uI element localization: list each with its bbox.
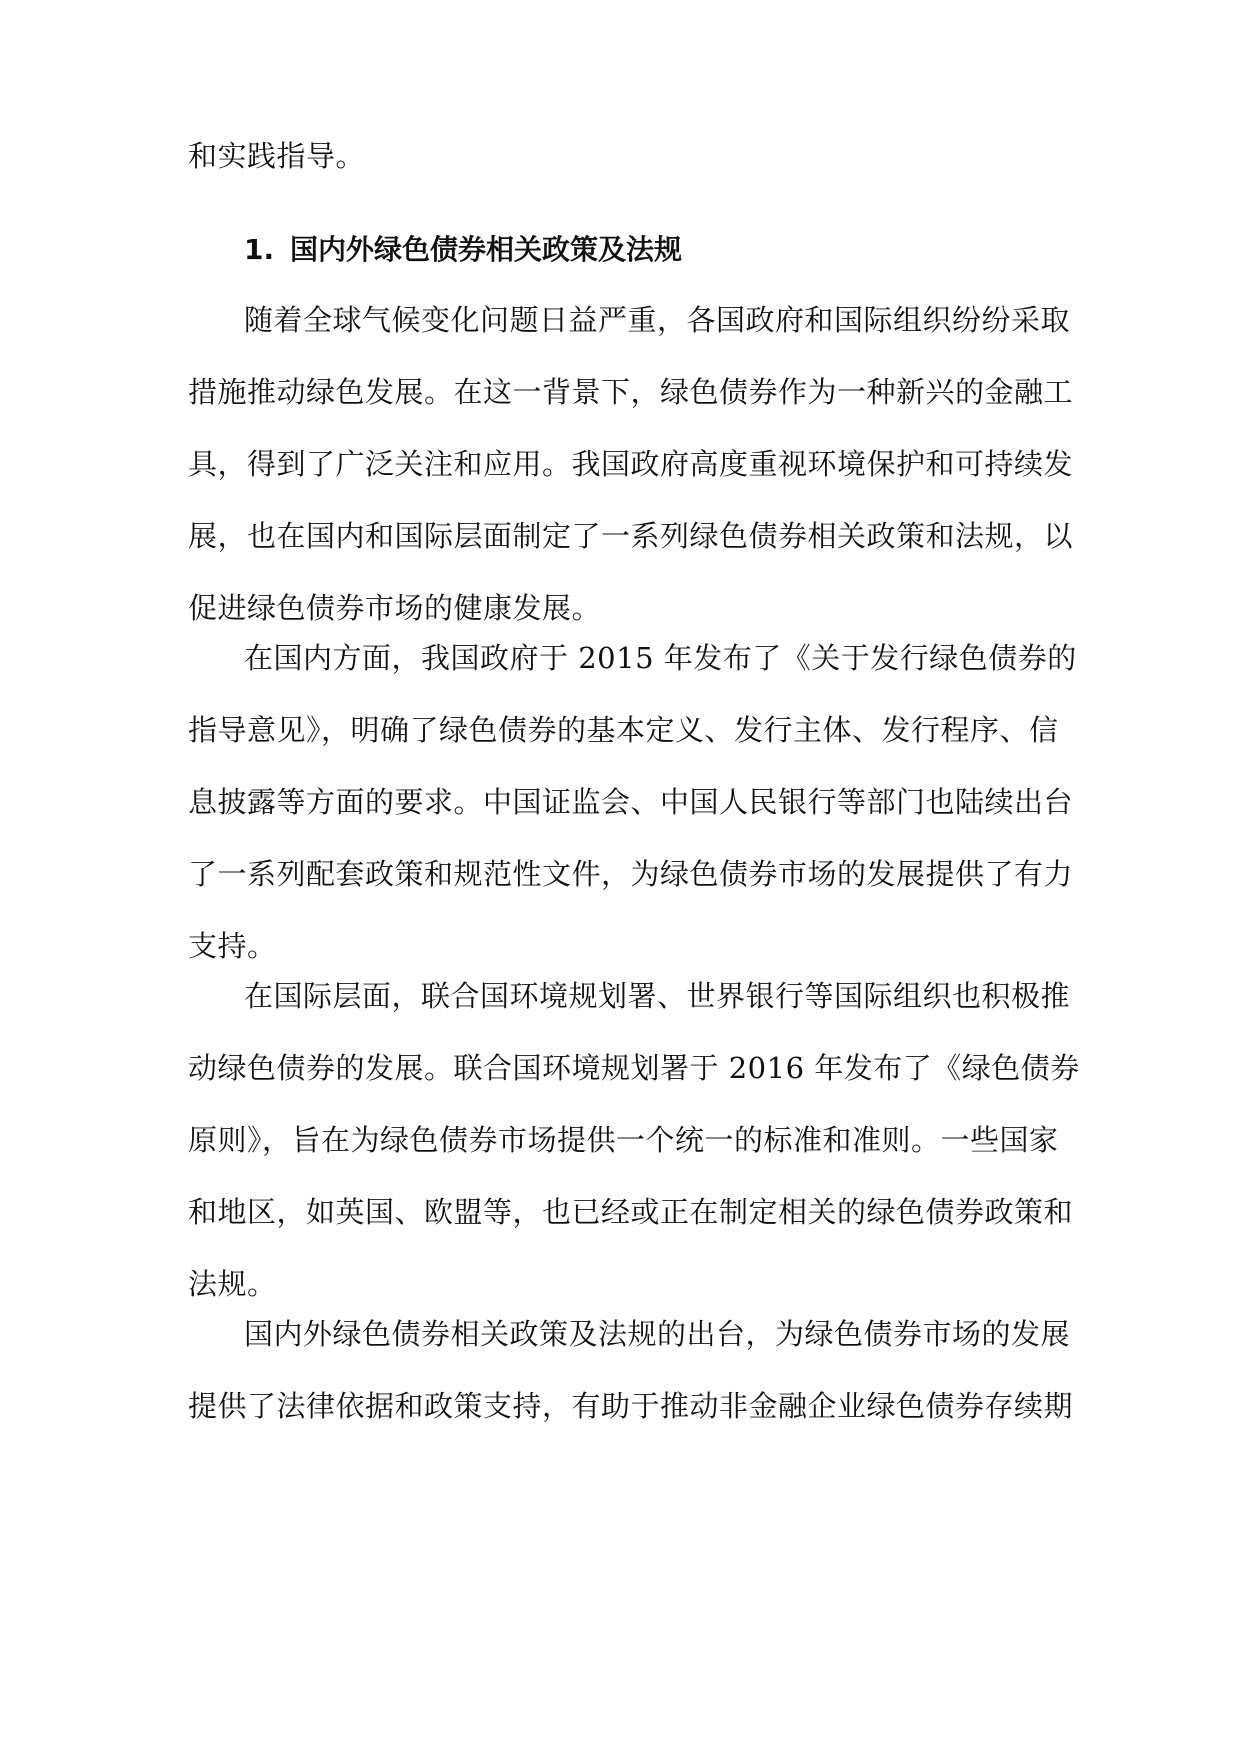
text-line: 提供了法律依据和政策支持，有助于推动非金融企业绿色债券存续期 [188, 1389, 1074, 1423]
text-line: 在国际层面，联合国环境规划署、世界银行等国际组织也积极推 [244, 979, 1071, 1013]
text-line: 和实践指导。 [188, 139, 366, 173]
text-line: 指导意见》，明确了绿色债券的基本定义、发行主体、发行程序、信 [188, 713, 1059, 747]
text-line: 随着全球气候变化问题日益严重，各国政府和国际组织纷纷采取 [244, 303, 1071, 337]
text-line: 息披露等方面的要求。中国证监会、中国人民银行等部门也陆续出台 [188, 785, 1074, 819]
text-line: 和地区，如英国、欧盟等，也已经或正在制定相关的绿色债券政策和 [188, 1195, 1074, 1229]
text-line: 动绿色债券的发展。联合国环境规划署于 2016 年发布了《绿色债券 [188, 1051, 1080, 1085]
text-line: 支持。 [188, 929, 277, 963]
section-number: 1. [244, 233, 275, 266]
text-line: 具，得到了广泛关注和应用。我国政府高度重视环境保护和可持续发 [188, 447, 1074, 481]
section-heading [244, 232, 682, 268]
text-line: 了一系列配套政策和规范性文件，为绿色债券市场的发展提供了有力 [188, 857, 1074, 891]
text-line: 在国内方面，我国政府于 2015 年发布了《关于发行绿色债券的 [244, 641, 1077, 675]
text-line: 原则》，旨在为绿色债券市场提供一个统一的标准和准则。一些国家 [188, 1123, 1059, 1157]
text-line: 国内外绿色债券相关政策及法规的出台，为绿色债券市场的发展 [244, 1317, 1071, 1351]
section-title: 国内外绿色债券相关政策及法规 [290, 233, 683, 266]
text-line: 促进绿色债券市场的健康发展。 [188, 591, 602, 625]
text-line: 措施推动绿色发展。在这一背景下，绿色债券作为一种新兴的金融工 [188, 375, 1074, 409]
text-line: 展，也在国内和国际层面制定了一系列绿色债券相关政策和法规，以 [188, 519, 1074, 553]
text-line: 法规。 [188, 1267, 277, 1301]
